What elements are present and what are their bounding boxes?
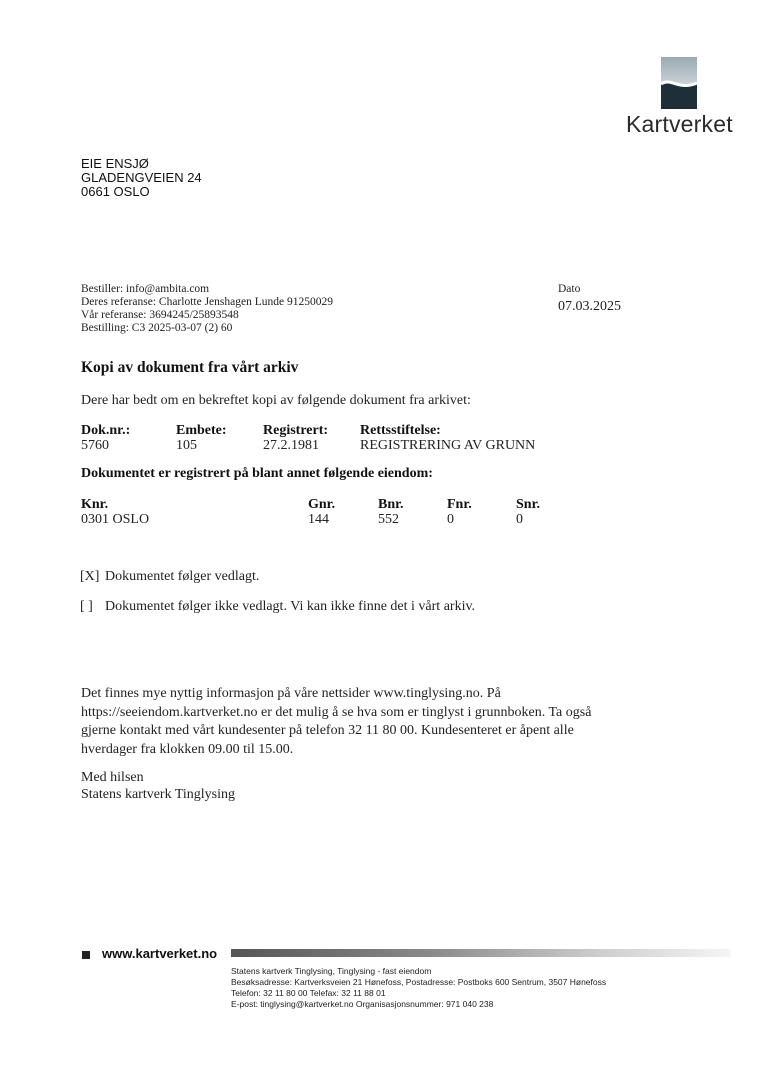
- kartverket-logo-icon: [661, 57, 697, 109]
- reference-line: Vår referanse: 3694245/25893548: [81, 309, 239, 321]
- fnr-value: 0: [447, 512, 454, 527]
- footer-line: Besøksadresse: Kartverksveien 21 Hønefoss, Postadresse: Postboks 600 Sentrum, 3507 Hønefoss: [231, 977, 607, 987]
- recipient-line: 0661 OSLO: [81, 184, 150, 199]
- date-label: Dato: [558, 283, 581, 295]
- snr-value: 0: [516, 512, 523, 527]
- doknr-header: Dok.nr.:: [81, 423, 131, 438]
- gnr-value: 144: [308, 512, 329, 527]
- registrert-header: Registrert:: [263, 423, 329, 438]
- knr-header: Knr.: [81, 497, 109, 512]
- not-attached-label: Dokumentet følger ikke vedlagt. Vi kan ikke finne det i vårt arkiv.: [105, 599, 476, 614]
- date-value: 07.03.2025: [558, 299, 621, 314]
- reference-block: [81, 283, 333, 335]
- embete-header: Embete:: [176, 423, 227, 438]
- info-line: gjerne kontakt med vårt kundesenter på telefon 32 11 80 00. Kundesenteret er åpent alle: [81, 723, 574, 738]
- bnr-header: Bnr.: [378, 497, 404, 512]
- closing-greeting: Med hilsen: [81, 770, 144, 785]
- reference-line: Bestiller: info@ambita.com: [81, 283, 210, 295]
- logo-wordmark: Kartverket: [626, 111, 733, 137]
- recipient-address: [81, 157, 202, 199]
- footer-contact-info: [231, 966, 606, 1010]
- footer-gradient-bar: [231, 949, 731, 957]
- info-line: https://seeiendom.kartverket.no er det mulig å se hva som er tinglyst i grunnboken. Ta også: [81, 704, 592, 720]
- page-title: Kopi av dokument fra vårt arkiv: [81, 359, 299, 376]
- footer-line: E-post: tinglysing@kartverket.no Organisasjonsnummer: 971 040 238: [231, 999, 494, 1009]
- snr-header: Snr.: [516, 497, 541, 512]
- bnr-value: 552: [378, 512, 399, 527]
- date-block: [558, 283, 621, 315]
- registrert-value: 27.2.1981: [263, 438, 319, 453]
- rettsstiftelse-header: Rettsstiftelse:: [360, 423, 441, 438]
- not-attached-checkbox: [ ]: [80, 599, 93, 614]
- info-line: hverdager fra klokken 09.00 til 15.00.: [81, 741, 294, 757]
- closing: [81, 769, 235, 803]
- fnr-header: Fnr.: [447, 497, 472, 512]
- attached-checkbox: [X]: [80, 569, 100, 584]
- recipient-line: EIE ENSJØ: [81, 156, 149, 171]
- recipient-line: GLADENGVEIEN 24: [81, 170, 202, 185]
- embete-value: 105: [176, 438, 197, 453]
- reference-line: Deres referanse: Charlotte Jenshagen Lunde 91250029: [81, 296, 333, 308]
- property-heading: Dokumentet er registrert på blant annet følgende eiendom:: [81, 466, 433, 481]
- gnr-header: Gnr.: [308, 497, 336, 512]
- intro-text: Dere har bedt om en bekreftet kopi av følgende dokument fra arkivet:: [81, 393, 471, 408]
- rettsstiftelse-value: REGISTRERING AV GRUNN: [360, 438, 536, 453]
- footer-line: Statens kartverk Tinglysing, Tinglysing - fast eiendom: [231, 966, 432, 976]
- doknr-value: 5760: [81, 438, 109, 453]
- footer-website-link[interactable]: www.kartverket.no: [102, 946, 218, 961]
- attached-label: Dokumentet følger vedlagt.: [105, 569, 260, 584]
- knr-value: 0301 OSLO: [81, 512, 150, 527]
- reference-line: Bestilling: C3 2025-03-07 (2) 60: [81, 322, 233, 334]
- footer-square-icon: [82, 951, 90, 959]
- info-paragraph: [81, 685, 641, 759]
- closing-sender: Statens kartverk Tinglysing: [81, 787, 236, 802]
- info-line: Det finnes mye nyttig informasjon på våre nettsider www.tinglysing.no. På: [81, 686, 501, 701]
- footer-line: Telefon: 32 11 80 00 Telefax: 32 11 88 01: [231, 988, 386, 998]
